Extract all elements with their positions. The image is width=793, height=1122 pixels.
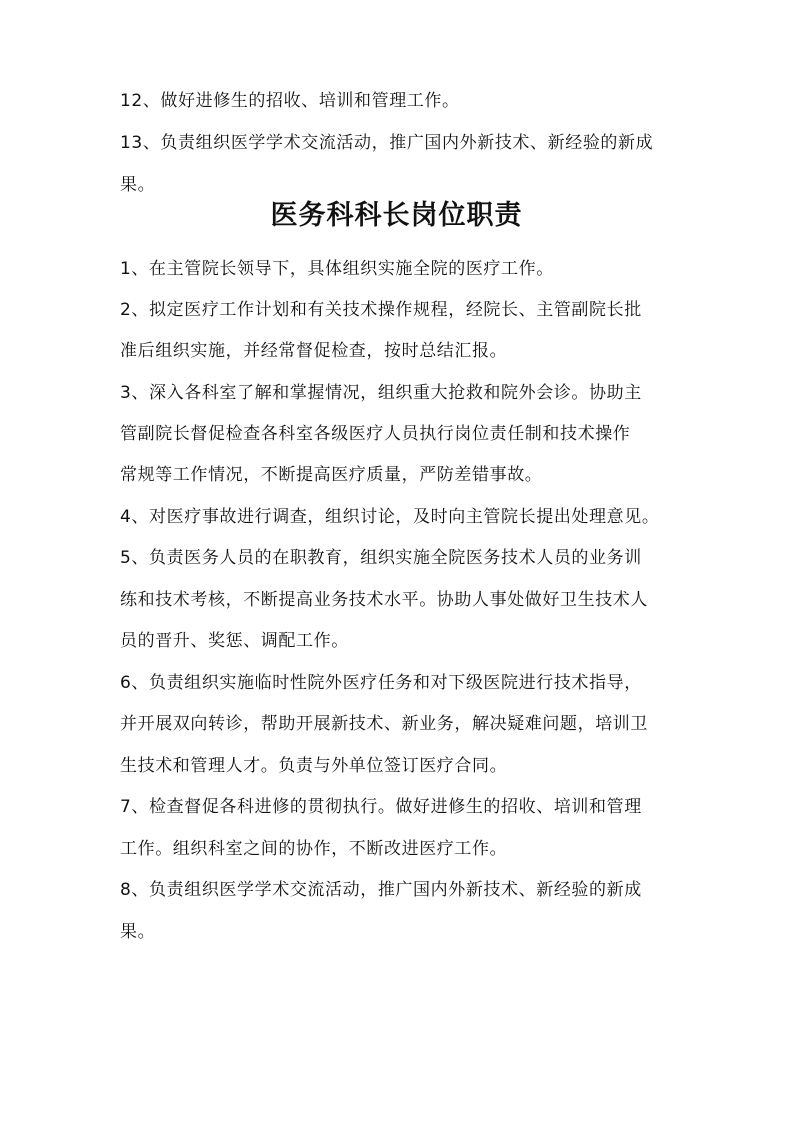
text-line: 1、在主管院长领导下，具体组织实施全院的医疗工作。 — [120, 259, 554, 279]
text-line: 3、深入各科室了解和掌握情况，组织重大抢救和院外会诊。协助主 — [120, 383, 642, 403]
text-line: 果。 — [120, 922, 156, 942]
text-line: 果。 — [120, 175, 156, 195]
text-line: 6、负责组织实施临时性院外医疗任务和对下级医院进行技术指导， — [120, 673, 642, 693]
section-title: 医务科科长岗位职责 — [270, 200, 523, 231]
text-line: 常规等工作情况，不断提高医疗质量，严防差错事故。 — [120, 465, 543, 485]
text-line: 7、检查督促各科进修的贯彻执行。做好进修生的招收、培训和管理 — [120, 797, 642, 817]
text-line: 生技术和管理人才。负责与外单位签订医疗合同。 — [120, 756, 508, 776]
text-line: 4、对医疗事故进行调查，组织讨论，及时向主管院长提出处理意见。 — [120, 507, 660, 527]
text-line: 12、做好进修生的招收、培训和管理工作。 — [120, 91, 460, 111]
text-line: 准后组织实施，并经常督促检查，按时总结汇报。 — [120, 341, 508, 361]
text-line: 8、负责组织医学学术交流活动，推广国内外新技术、新经验的新成 — [120, 880, 642, 900]
text-line: 员的晋升、奖惩、调配工作。 — [120, 631, 349, 651]
text-line: 5、负责医务人员的在职教育，组织实施全院医务技术人员的业务训 — [120, 548, 642, 568]
text-line: 2、拟定医疗工作计划和有关技术操作规程，经院长、主管副院长批 — [120, 300, 642, 320]
text-line: 练和技术考核，不断提高业务技术水平。协助人事处做好卫生技术人 — [120, 590, 648, 610]
text-line: 13、负责组织医学学术交流活动，推广国内外新技术、新经验的新成 — [120, 133, 654, 153]
text-line: 工作。组织科室之间的协作，不断改进医疗工作。 — [120, 839, 508, 859]
text-line: 管副院长督促检查各科室各级医疗人员执行岗位责任制和技术操作 — [120, 424, 631, 444]
text-line: 并开展双向转诊，帮助开展新技术、新业务，解决疑难问题，培训卫 — [120, 714, 648, 734]
